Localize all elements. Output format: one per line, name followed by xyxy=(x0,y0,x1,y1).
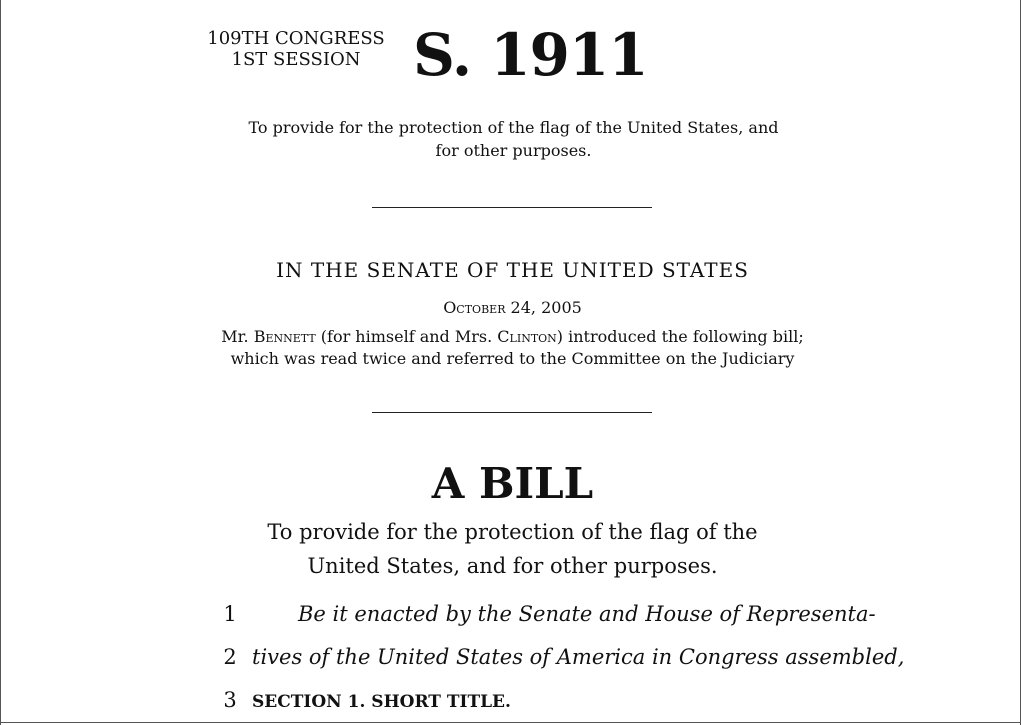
intro-prefix: Mr. xyxy=(221,327,254,346)
enacting-clause-line: tives of the United States of America in Congress assembled, xyxy=(252,645,905,669)
chamber-heading: IN THE SENATE OF THE UNITED STATES xyxy=(276,258,749,282)
bill-number: S. 1911 xyxy=(413,21,648,89)
cosponsor-name: Clinton xyxy=(497,327,557,346)
page-bottom-border xyxy=(1,722,1021,723)
line-number: 1 xyxy=(223,602,237,626)
divider-rule xyxy=(372,412,652,413)
line-number: 3 xyxy=(223,688,237,712)
intro-middle: (for himself and Mrs. xyxy=(315,327,498,346)
intro-suffix: ) introduced the following bill; which was read twice and referred to the Committee on the Judiciary xyxy=(230,327,804,368)
enacting-clause-line: Be it enacted by the Senate and House of Representa- xyxy=(298,602,876,626)
introduction-statement xyxy=(211,326,814,370)
section-heading: SECTION 1. SHORT TITLE. xyxy=(252,692,511,712)
divider-rule xyxy=(372,207,652,208)
bill-purpose: To provide for the protection of the flag of the United States, and for other purposes. xyxy=(267,520,758,578)
sponsor-name: Bennett xyxy=(253,327,316,346)
bill-heading: A BILL xyxy=(431,459,594,508)
session-label: 1ST SESSION xyxy=(231,49,361,70)
line-number: 2 xyxy=(223,645,237,669)
purpose-summary: To provide for the protection of the flag of the United States, and for other purposes. xyxy=(248,118,779,160)
introduction-date: October 24, 2005 xyxy=(443,298,582,317)
congress-label: 109TH CONGRESS xyxy=(207,28,385,49)
congress-session-block xyxy=(206,28,386,70)
